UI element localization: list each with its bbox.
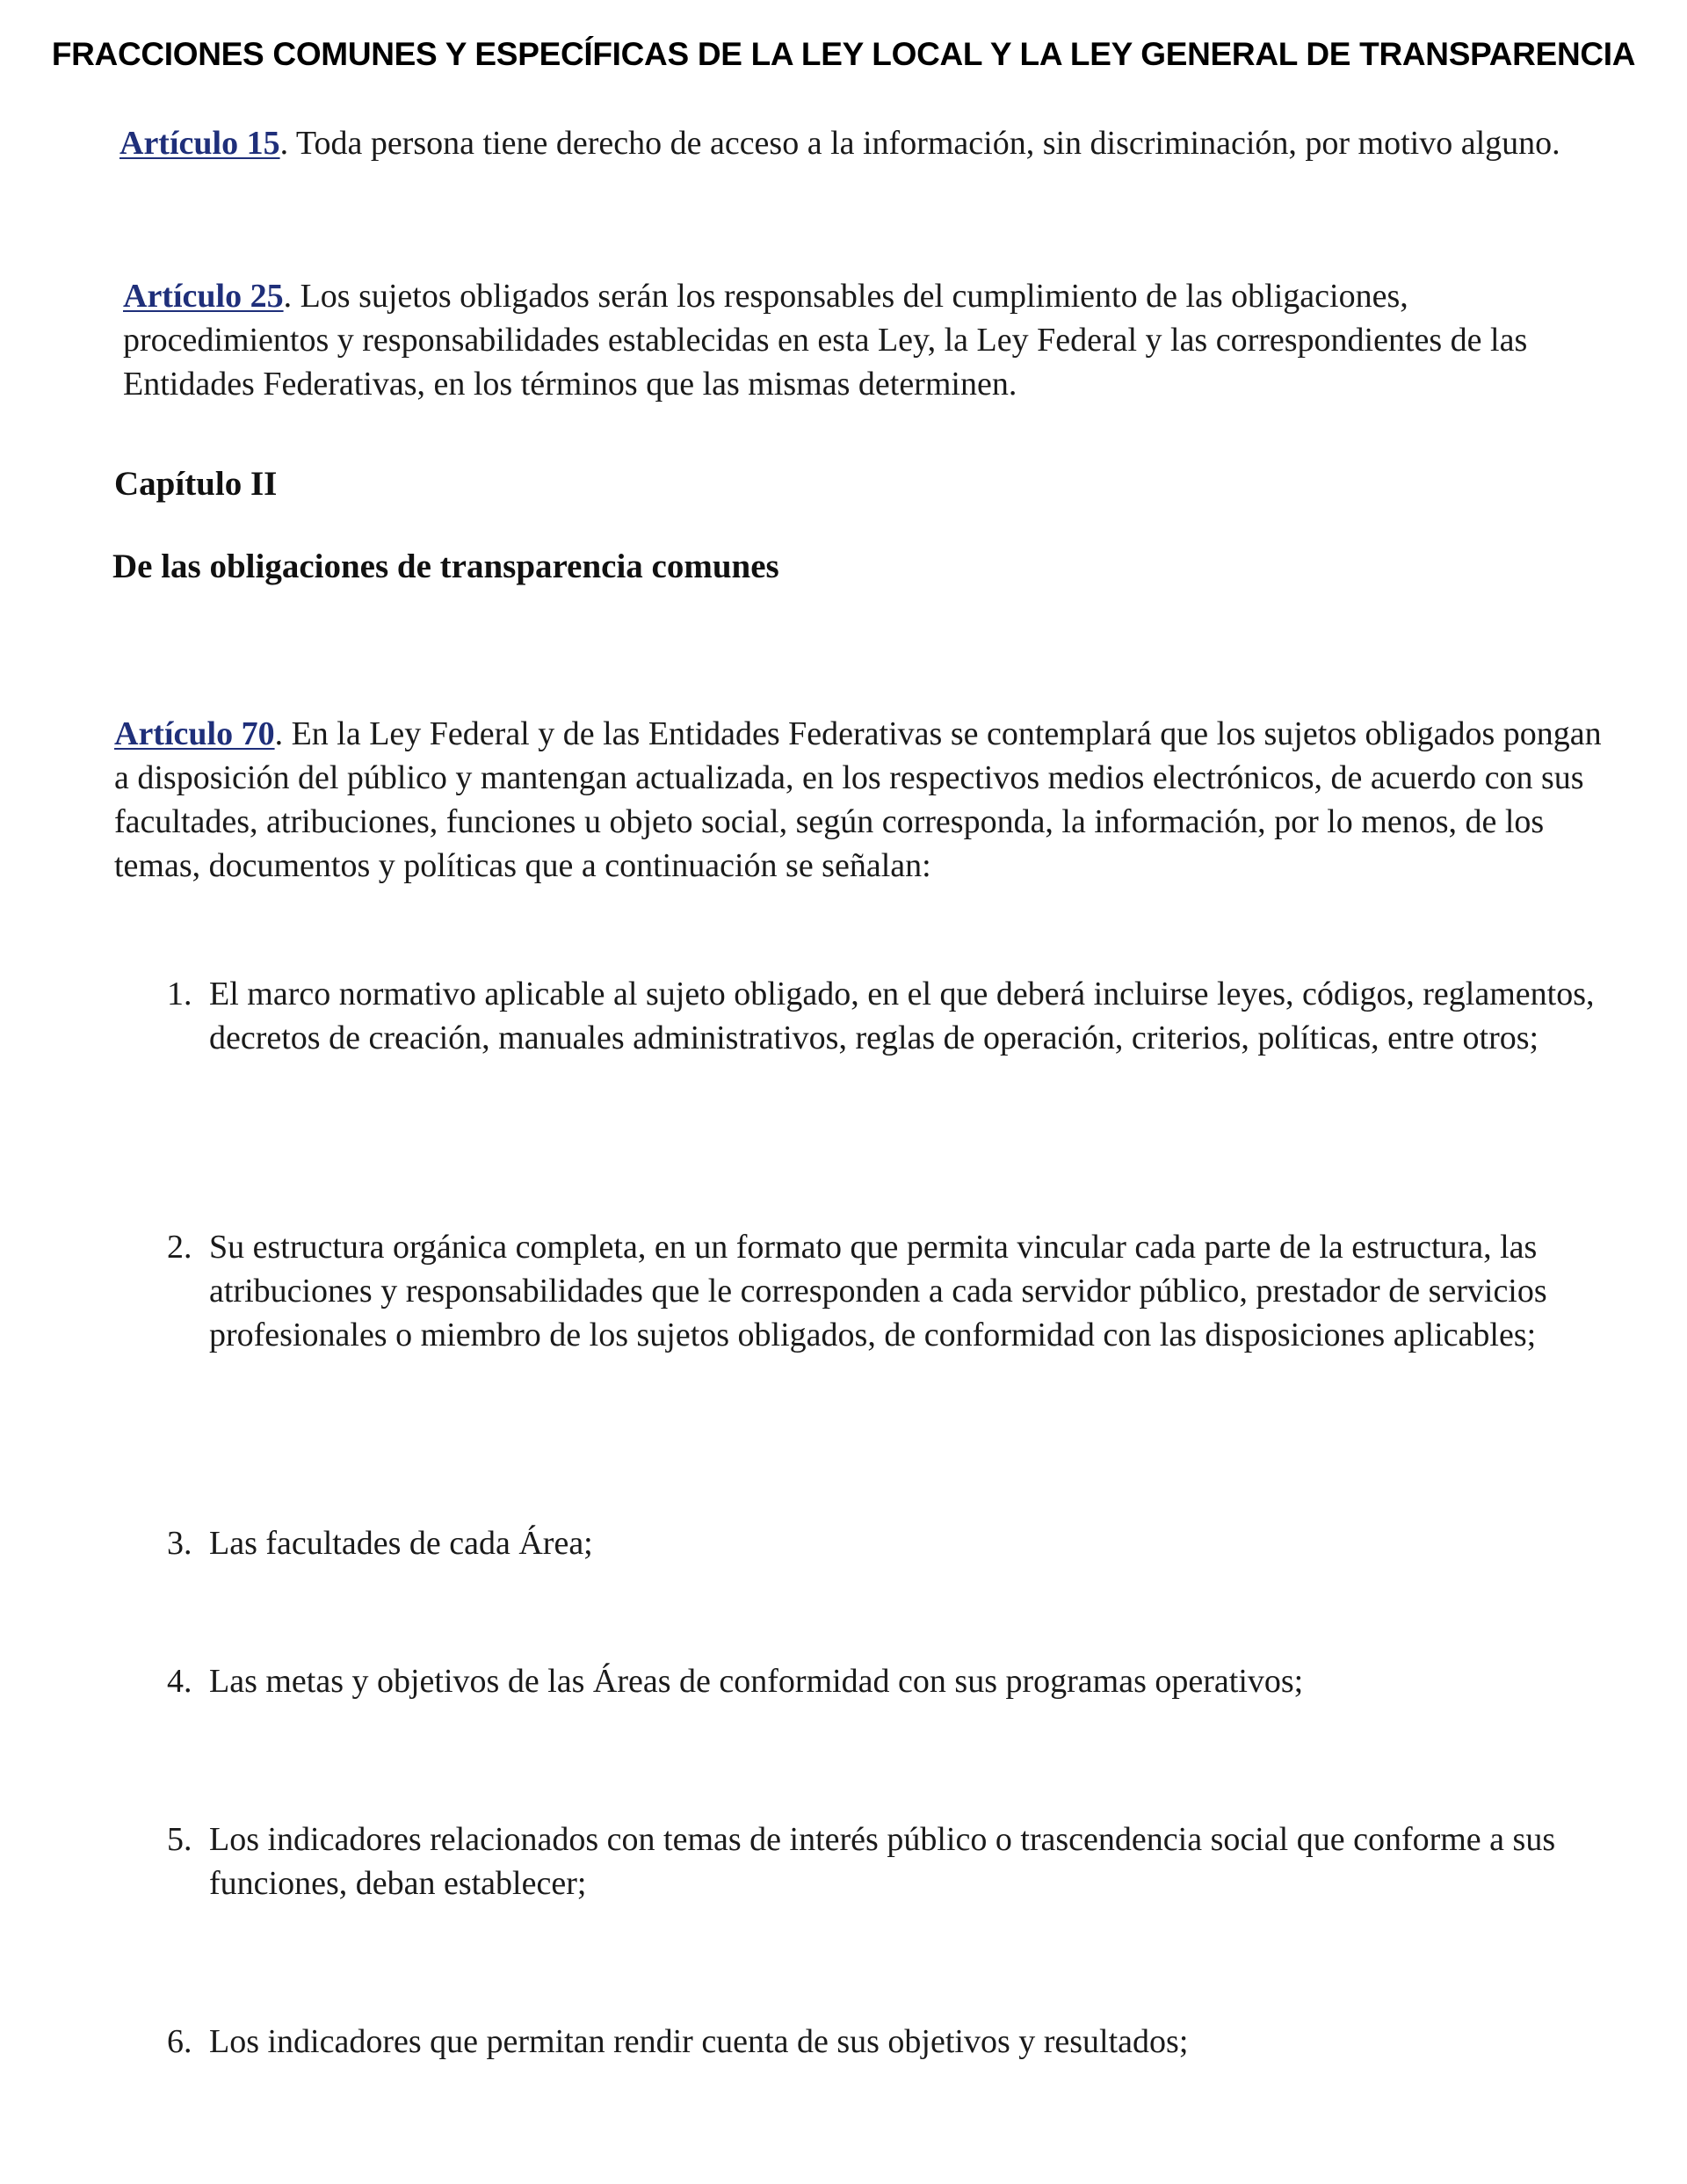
article-15-link[interactable]: Artículo 15 xyxy=(119,125,280,162)
list-item-text: Los indicadores que permitan rendir cuenta de sus objetivos y resultados; xyxy=(209,2023,1189,2060)
list-item-text: Su estructura orgánica completa, en un formato que permita vincular cada parte de la estructura, las atribuciones y responsabilidades que le corresponden a cada servidor público, prestador de servicios profesionales o miembro de los sujetos obligados, de conformidad con las disposiciones aplicables; xyxy=(209,1229,1547,1353)
article-25-link[interactable]: Artículo 25 xyxy=(123,278,284,315)
article-15-text: . Toda persona tiene derecho de acceso a la información, sin discriminación, por motivo alguno. xyxy=(279,125,1560,162)
article-15-paragraph xyxy=(119,121,1613,165)
list-item xyxy=(167,1818,1625,1905)
list-item-number: 1. xyxy=(167,976,192,1012)
list-item-number: 3. xyxy=(167,1525,192,1562)
list-item xyxy=(167,1225,1625,1357)
list-item xyxy=(167,1521,1625,1565)
article-25-text: . Los sujetos obligados serán los responsables del cumplimiento de las obligaciones, procedimientos y responsabilidades establecidas en esta Ley, la Ley Federal y las correspondientes de las Entidades Federativas, en los términos que las mismas determinen. xyxy=(123,278,1528,403)
article-70-link[interactable]: Artículo 70 xyxy=(114,715,275,752)
article-70-paragraph xyxy=(114,712,1617,888)
list-item-text: Los indicadores relacionados con temas de interés público o trascendencia social que conforme a sus funciones, deban establecer; xyxy=(209,1821,1556,1902)
chapter-title: De las obligaciones de transparencia comunes xyxy=(112,548,779,585)
article-25-paragraph xyxy=(123,274,1617,406)
list-item-number: 2. xyxy=(167,1229,192,1266)
list-item xyxy=(167,972,1625,1060)
list-item-number: 6. xyxy=(167,2023,192,2060)
document-title: FRACCIONES COMUNES Y ESPECÍFICAS DE LA LEY LOCAL Y LA LEY GENERAL DE TRANSPARENCIA xyxy=(51,36,1636,72)
list-item-number: 4. xyxy=(167,1663,192,1700)
list-item xyxy=(167,1659,1625,1703)
list-item-text: Las metas y objetivos de las Áreas de conformidad con sus programas operativos; xyxy=(209,1663,1304,1700)
chapter-number: Capítulo II xyxy=(114,465,278,503)
list-item-text: El marco normativo aplicable al sujeto obligado, en el que deberá incluirse leyes, códigos, reglamentos, decretos de creación, manuales administrativos, reglas de operación, criterios, políticas, entre otros; xyxy=(209,976,1595,1056)
list-item-number: 5. xyxy=(167,1821,192,1858)
list-item xyxy=(167,2020,1625,2064)
article-70-text: . En la Ley Federal y de las Entidades Federativas se contemplará que los sujetos obligados pongan a disposición del público y mantengan actualizada, en los respectivos medios electrónicos, de acuerdo con sus facultades, atribuciones, funciones u objeto social, según corresponda, la información, por lo menos, de los temas, documentos y políticas que a continuación se señalan: xyxy=(114,715,1602,884)
list-item-text: Las facultades de cada Área; xyxy=(209,1525,593,1562)
